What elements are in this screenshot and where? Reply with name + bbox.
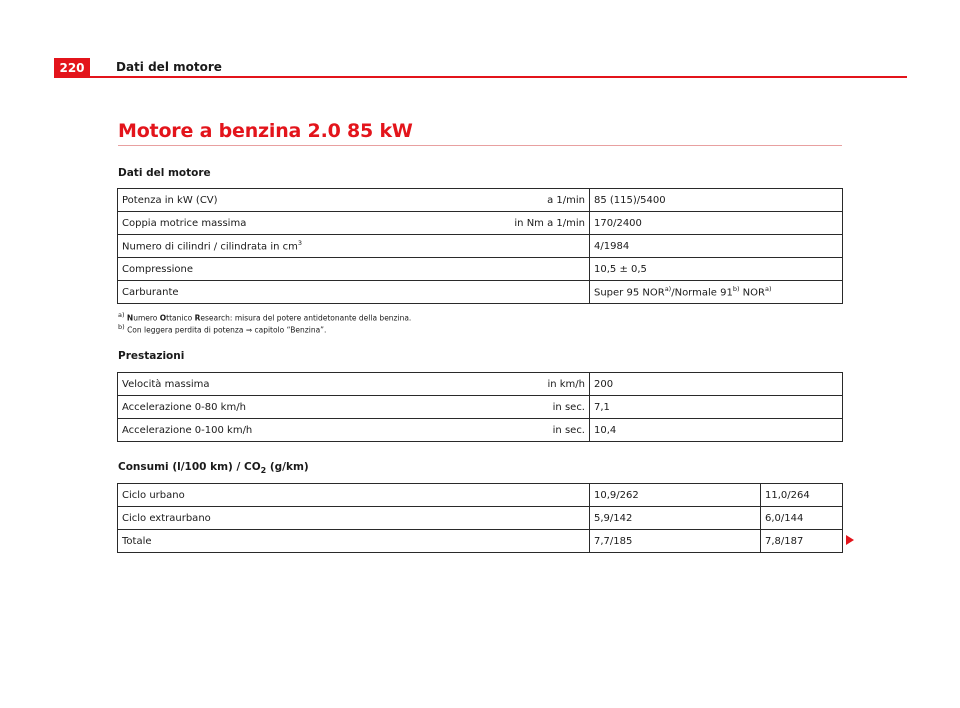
- performance-table: [117, 372, 843, 442]
- fuel-text: NOR: [739, 287, 765, 299]
- row-label: [122, 239, 302, 252]
- triangle-right-icon: [846, 535, 854, 545]
- table-row: [118, 396, 843, 419]
- table-row: [118, 419, 843, 442]
- row-label: Compressione: [122, 263, 194, 275]
- table-row: [118, 373, 843, 396]
- row-value: 7,7/185: [590, 530, 761, 553]
- row-value: [590, 281, 843, 304]
- table-row: [118, 189, 843, 212]
- footnote-b: [118, 323, 326, 335]
- footnote-text: esearch: misura del potere antidetonante della benzina.: [200, 313, 412, 323]
- row-unit: in sec.: [552, 401, 585, 413]
- footnote-text: R: [194, 313, 201, 323]
- row-value: 10,9/262: [590, 484, 761, 507]
- footnote-text: Con leggera perdita di potenza ⇒ capitolo “Benzina”.: [127, 325, 327, 335]
- footnote-ref: b): [732, 285, 740, 294]
- table-row: [118, 507, 843, 530]
- row-value: 85 (115)/5400: [590, 189, 843, 212]
- section-title-performance: Prestazioni: [118, 350, 185, 362]
- footnote-ref: a): [764, 285, 772, 294]
- row-value: 7,1: [590, 396, 843, 419]
- row-value: 6,0/144: [761, 507, 843, 530]
- row-label: Coppia motrice massima: [122, 217, 247, 229]
- row-value: 10,4: [590, 419, 843, 442]
- row-value: 10,5 ± 0,5: [590, 258, 843, 281]
- row-value: 4/1984: [590, 235, 843, 258]
- footnote-text: O: [159, 313, 167, 323]
- engine-table: [117, 188, 843, 304]
- footnote-text: ttanico: [166, 313, 195, 323]
- row-unit: in Nm a 1/min: [514, 217, 585, 229]
- row-label: Accelerazione 0-100 km/h: [122, 424, 253, 436]
- row-label: Carburante: [122, 286, 179, 298]
- header-rule: [54, 76, 907, 78]
- row-label: Potenza in kW (CV): [122, 194, 218, 206]
- table-row: [118, 281, 843, 304]
- footnote-text: N: [126, 313, 134, 323]
- table-row: [118, 258, 843, 281]
- footnote-marker: b): [118, 323, 125, 331]
- heading-text: Consumi (l/100 km) / CO: [118, 461, 261, 473]
- row-label: Velocità massima: [122, 378, 210, 390]
- fuel-text: /Normale 91: [671, 287, 733, 299]
- section-title-engine: Dati del motore: [118, 167, 211, 179]
- row-value: 7,8/187: [761, 530, 843, 553]
- row-value: 5,9/142: [590, 507, 761, 530]
- footnote-a: [118, 311, 411, 323]
- footnote-text: umero: [133, 313, 160, 323]
- row-label-text: Numero di cilindri / cilindrata in cm: [122, 241, 298, 253]
- page-title: Motore a benzina 2.0 85 kW: [118, 120, 413, 142]
- table-row: [118, 212, 843, 235]
- table-row: [118, 235, 843, 258]
- row-label: Accelerazione 0-80 km/h: [122, 401, 246, 413]
- row-value: 11,0/264: [761, 484, 843, 507]
- section-title-consumption: [118, 461, 309, 475]
- row-unit: a 1/min: [547, 194, 585, 206]
- row-unit: in sec.: [552, 424, 585, 436]
- title-rule: [118, 145, 842, 146]
- row-label: Totale: [118, 530, 590, 553]
- row-value: 200: [590, 373, 843, 396]
- footnote-marker: a): [118, 311, 125, 319]
- footnote-ref: a): [664, 285, 672, 294]
- heading-text: (g/km): [266, 461, 309, 473]
- heading-sub: 2: [260, 466, 267, 476]
- row-unit: in km/h: [547, 378, 585, 390]
- fuel-text: Super 95 NOR: [594, 287, 665, 299]
- row-label: Ciclo extraurbano: [118, 507, 590, 530]
- row-label-sup: 3: [297, 239, 302, 248]
- consumption-table: [117, 483, 843, 553]
- table-row: [118, 530, 843, 553]
- table-row: [118, 484, 843, 507]
- row-label: Ciclo urbano: [118, 484, 590, 507]
- header-title: Dati del motore: [116, 60, 222, 74]
- page-number: 220: [54, 58, 90, 78]
- row-value: 170/2400: [590, 212, 843, 235]
